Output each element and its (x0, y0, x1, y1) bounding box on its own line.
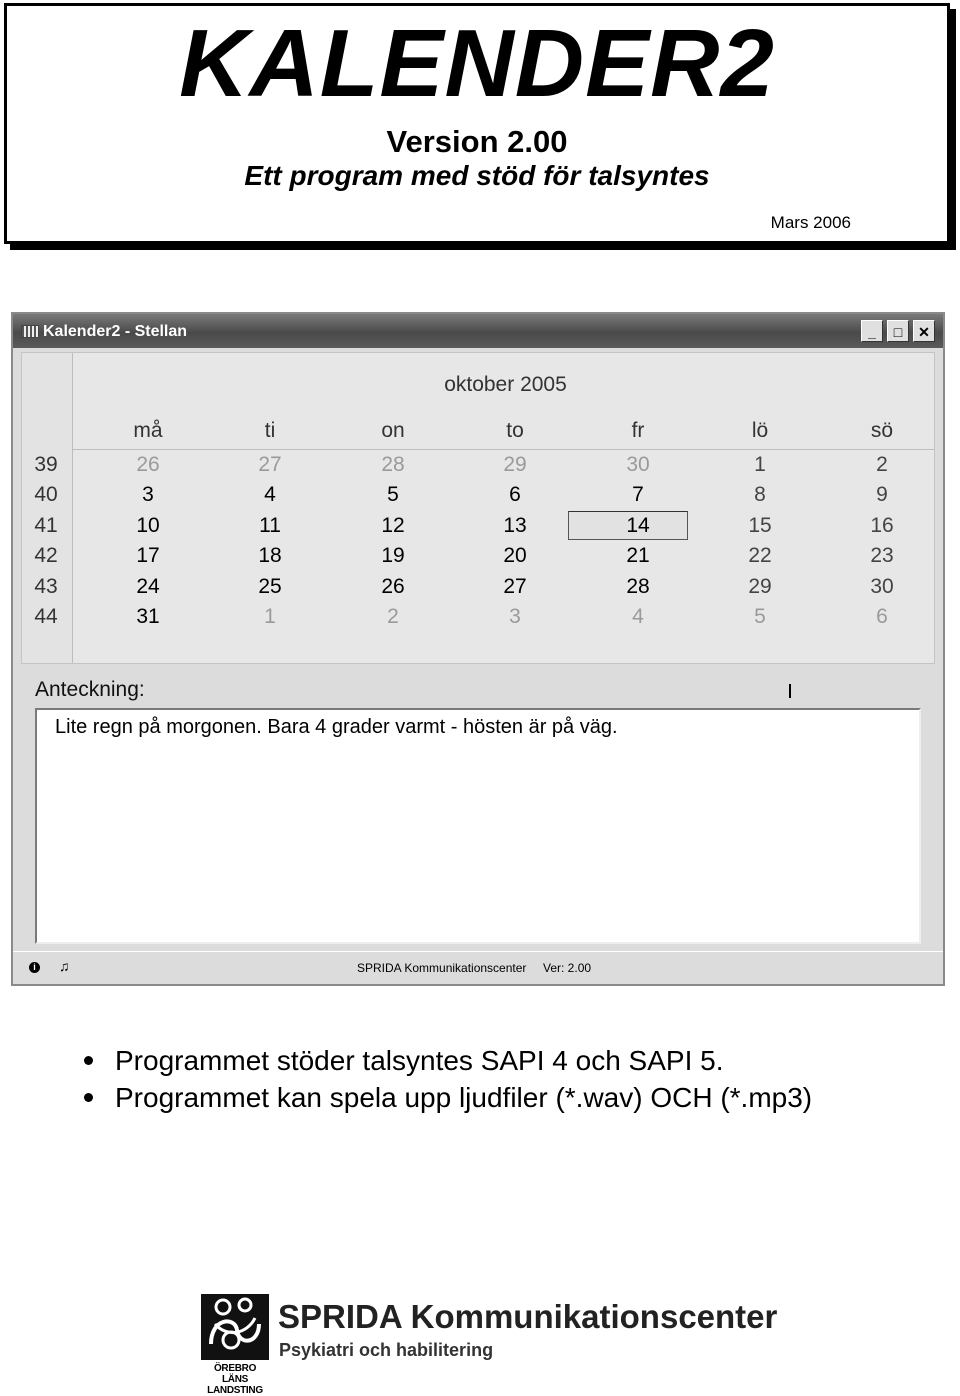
calendar-day[interactable]: 28 (381, 453, 405, 476)
calendar-day[interactable]: 4 (264, 483, 276, 507)
calendar-day[interactable]: 27 (258, 453, 282, 476)
music-note-icon[interactable]: ♫ (59, 958, 70, 974)
calendar-day[interactable]: 10 (136, 513, 160, 537)
calendar-day[interactable]: 23 (870, 544, 894, 568)
calendar-day[interactable]: 2 (387, 605, 399, 628)
calendar-day-selected[interactable]: 14 (626, 513, 650, 537)
feature-list (84, 1042, 812, 1116)
calendar-day[interactable]: 15 (748, 513, 772, 537)
calendar-day[interactable]: 31 (136, 605, 160, 628)
calendar-day[interactable]: 11 (259, 513, 281, 537)
logo-org-text: ÖREBRO LÄNS LANDSTING (207, 1363, 263, 1396)
note-textarea[interactable]: Lite regn på morgonen. Bara 4 grader varmt - hösten är på väg. (35, 708, 921, 944)
calendar-day[interactable]: 12 (381, 513, 405, 537)
info-icon[interactable]: i (29, 962, 40, 973)
people-logo-icon (201, 1294, 269, 1360)
calendar-day[interactable]: 5 (754, 605, 766, 628)
calendar-day[interactable]: 28 (626, 574, 650, 598)
week-number: 40 (34, 483, 58, 507)
document-date: Mars 2006 (770, 213, 851, 232)
calendar-day[interactable]: 3 (142, 483, 154, 507)
note-label: Anteckning: (35, 678, 145, 701)
calendar-day[interactable]: 7 (632, 483, 644, 507)
calendar-day[interactable]: 3 (509, 605, 521, 628)
list-item: Programmet stöder talsyntes SAPI 4 och SAPI 5. (84, 1042, 812, 1079)
weekday-header: on (381, 419, 405, 442)
calendar-day[interactable]: 25 (258, 574, 282, 598)
calendar-day[interactable]: 8 (754, 483, 766, 507)
status-text: SPRIDA Kommunikationscenter (357, 961, 527, 975)
calendar-day[interactable]: 30 (626, 453, 650, 476)
app-window (11, 312, 945, 986)
week-number: 42 (34, 544, 58, 568)
calendar-day[interactable]: 19 (381, 544, 405, 568)
calendar-day[interactable]: 27 (503, 574, 527, 598)
calendar-day[interactable]: 6 (876, 605, 888, 628)
week-number: 44 (34, 605, 58, 628)
calendar-day[interactable]: 2 (876, 453, 888, 476)
month-title: oktober 2005 (444, 373, 567, 396)
calendar-day[interactable]: 22 (748, 544, 772, 568)
calendar-day[interactable]: 1 (754, 453, 766, 476)
title-bar[interactable] (13, 314, 943, 348)
calendar-day[interactable]: 29 (503, 453, 527, 476)
logo-name: SPRIDA Kommunikationscenter (278, 1298, 778, 1335)
calendar-day[interactable]: 17 (136, 544, 160, 568)
week-number: 41 (34, 513, 58, 537)
window-title: Kalender2 - Stellan (43, 323, 188, 340)
calendar-day[interactable]: 26 (136, 453, 160, 476)
calendar-day[interactable]: 5 (387, 483, 399, 507)
calendar-app-icon (21, 325, 39, 338)
header-box (4, 3, 950, 244)
calendar-day[interactable]: 24 (136, 574, 160, 598)
weekday-header: fr (631, 419, 645, 442)
version-label: Version 2.00 (386, 124, 568, 159)
weekday-header: må (133, 419, 163, 442)
document-title: KALENDER2 (179, 10, 775, 117)
calendar-day[interactable]: 16 (870, 513, 894, 537)
calendar-day[interactable]: 9 (876, 483, 888, 507)
logo-emblem (201, 1294, 269, 1360)
calendar-day[interactable]: 1 (264, 605, 276, 628)
status-bar (13, 951, 943, 984)
calendar-day[interactable]: 6 (509, 483, 521, 507)
weekday-header: lö (751, 419, 769, 442)
logo-subtitle: Psykiatri och habilitering (279, 1340, 494, 1360)
text-cursor (789, 684, 791, 698)
minimize-button[interactable]: _ (861, 320, 883, 342)
subtitle: Ett program med stöd för talsyntes (244, 160, 710, 191)
calendar-day[interactable]: 26 (381, 574, 405, 598)
calendar-day[interactable]: 18 (258, 544, 282, 568)
calendar-day[interactable]: 13 (503, 513, 527, 537)
weekday-header: ti (264, 419, 276, 442)
calendar-day[interactable]: 20 (503, 544, 527, 568)
week-number: 43 (34, 574, 58, 598)
weekday-header: sö (870, 419, 894, 442)
divider (72, 449, 934, 450)
list-item: Programmet kan spela upp ljudfiler (*.wav) OCH (*.mp3) (84, 1079, 812, 1116)
maximize-button[interactable]: □ (887, 320, 909, 342)
weekday-header: to (506, 419, 524, 442)
calendar-day[interactable]: 30 (870, 574, 894, 598)
close-button[interactable]: ✕ (913, 320, 935, 342)
calendar-panel (21, 352, 935, 664)
status-version: Ver: 2.00 (543, 961, 592, 975)
calendar-day[interactable]: 29 (748, 574, 772, 598)
week-number: 39 (34, 453, 58, 476)
calendar-day[interactable]: 4 (632, 605, 644, 628)
calendar-day[interactable]: 21 (626, 544, 650, 568)
